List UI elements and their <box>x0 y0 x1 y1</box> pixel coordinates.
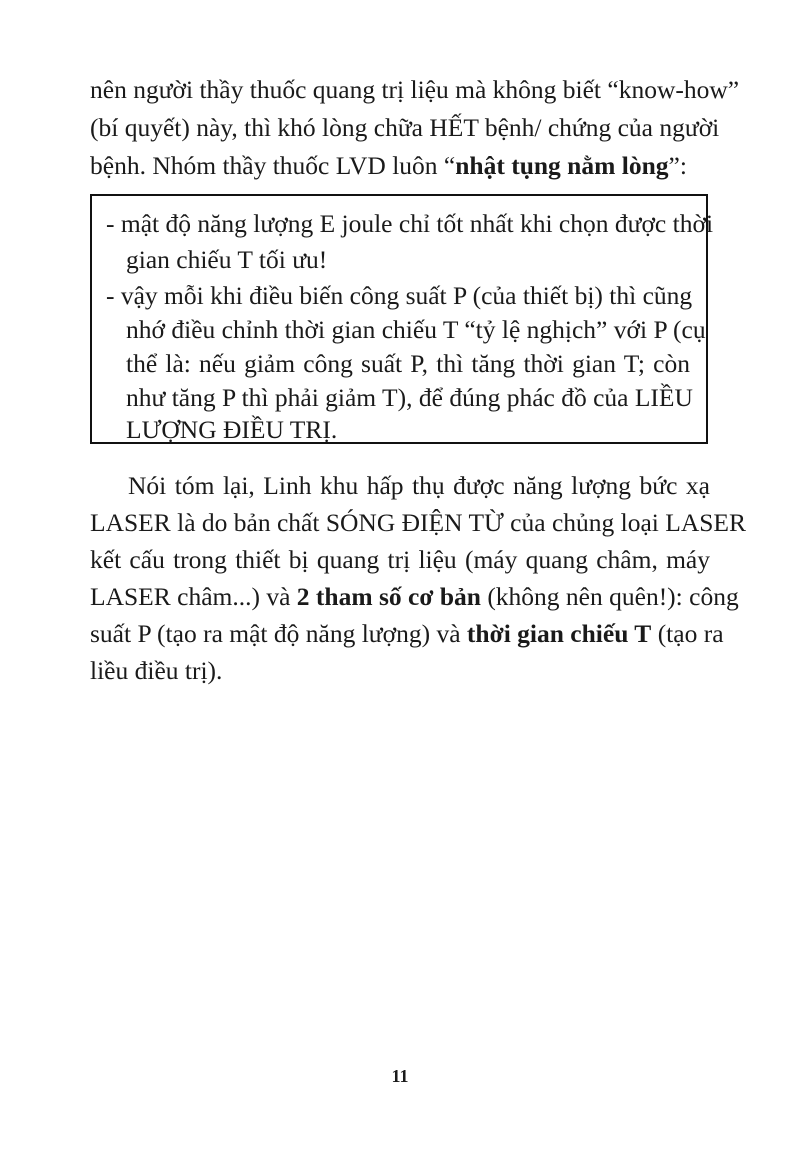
note-item-2-line-5: LƯỢNG ĐIỀU TRỊ. <box>126 415 338 444</box>
boxed-note <box>90 194 714 444</box>
note-item-2-line-1: - vậy mỗi khi điều biến công suất P (của thiết bị) thì cũng <box>106 281 693 310</box>
emphasis-phrase: thời gian chiếu T <box>466 619 652 648</box>
emphasis-phrase: nhật tụng nằm lòng <box>455 151 669 180</box>
note-item-1-line-1: - mật độ năng lượng E joule chỉ tốt nhất khi chọn được thời <box>106 209 714 238</box>
emphasis-phrase: 2 tham số cơ bản <box>296 582 481 611</box>
intro-line-2: (bí quyết) này, thì khó lòng chữa HẾT bệnh/ chứng của người <box>90 113 720 142</box>
summary-line-1: Nói tóm lại, Linh khu hấp thụ được năng lượng bức xạ <box>128 471 710 500</box>
note-item-2-line-4: như tăng P thì phải giảm T), để đúng phác đồ của LIỀU <box>126 383 693 412</box>
summary-line-3: kết cấu trong thiết bị quang trị liệu (máy quang châm, máy <box>90 545 710 574</box>
page-number: 11 <box>391 1066 409 1086</box>
note-item-2-line-2: nhớ điều chỉnh thời gian chiếu T “tỷ lệ nghịch” với P (cụ <box>126 315 706 344</box>
note-item-1-line-2: gian chiếu T tối ưu! <box>126 245 328 274</box>
summary-line-5: suất P (tạo ra mật độ năng lượng) và thời gian chiếu T (tạo ra <box>90 619 724 648</box>
summary-line-4: LASER châm...) và 2 tham số cơ bản (không nên quên!): công <box>90 582 739 611</box>
intro-line-3: bệnh. Nhóm thầy thuốc LVD luôn “nhật tụng nằm lòng”: <box>90 151 687 180</box>
intro-line-1: nên người thầy thuốc quang trị liệu mà không biết “know-how” <box>90 75 740 104</box>
summary-line-2: LASER là do bản chất SÓNG ĐIỆN TỪ của chủng loại LASER <box>90 508 747 537</box>
summary-line-6: liều điều trị). <box>90 656 223 685</box>
note-item-2-line-3: thể là: nếu giảm công suất P, thì tăng thời gian T; còn <box>126 349 690 378</box>
